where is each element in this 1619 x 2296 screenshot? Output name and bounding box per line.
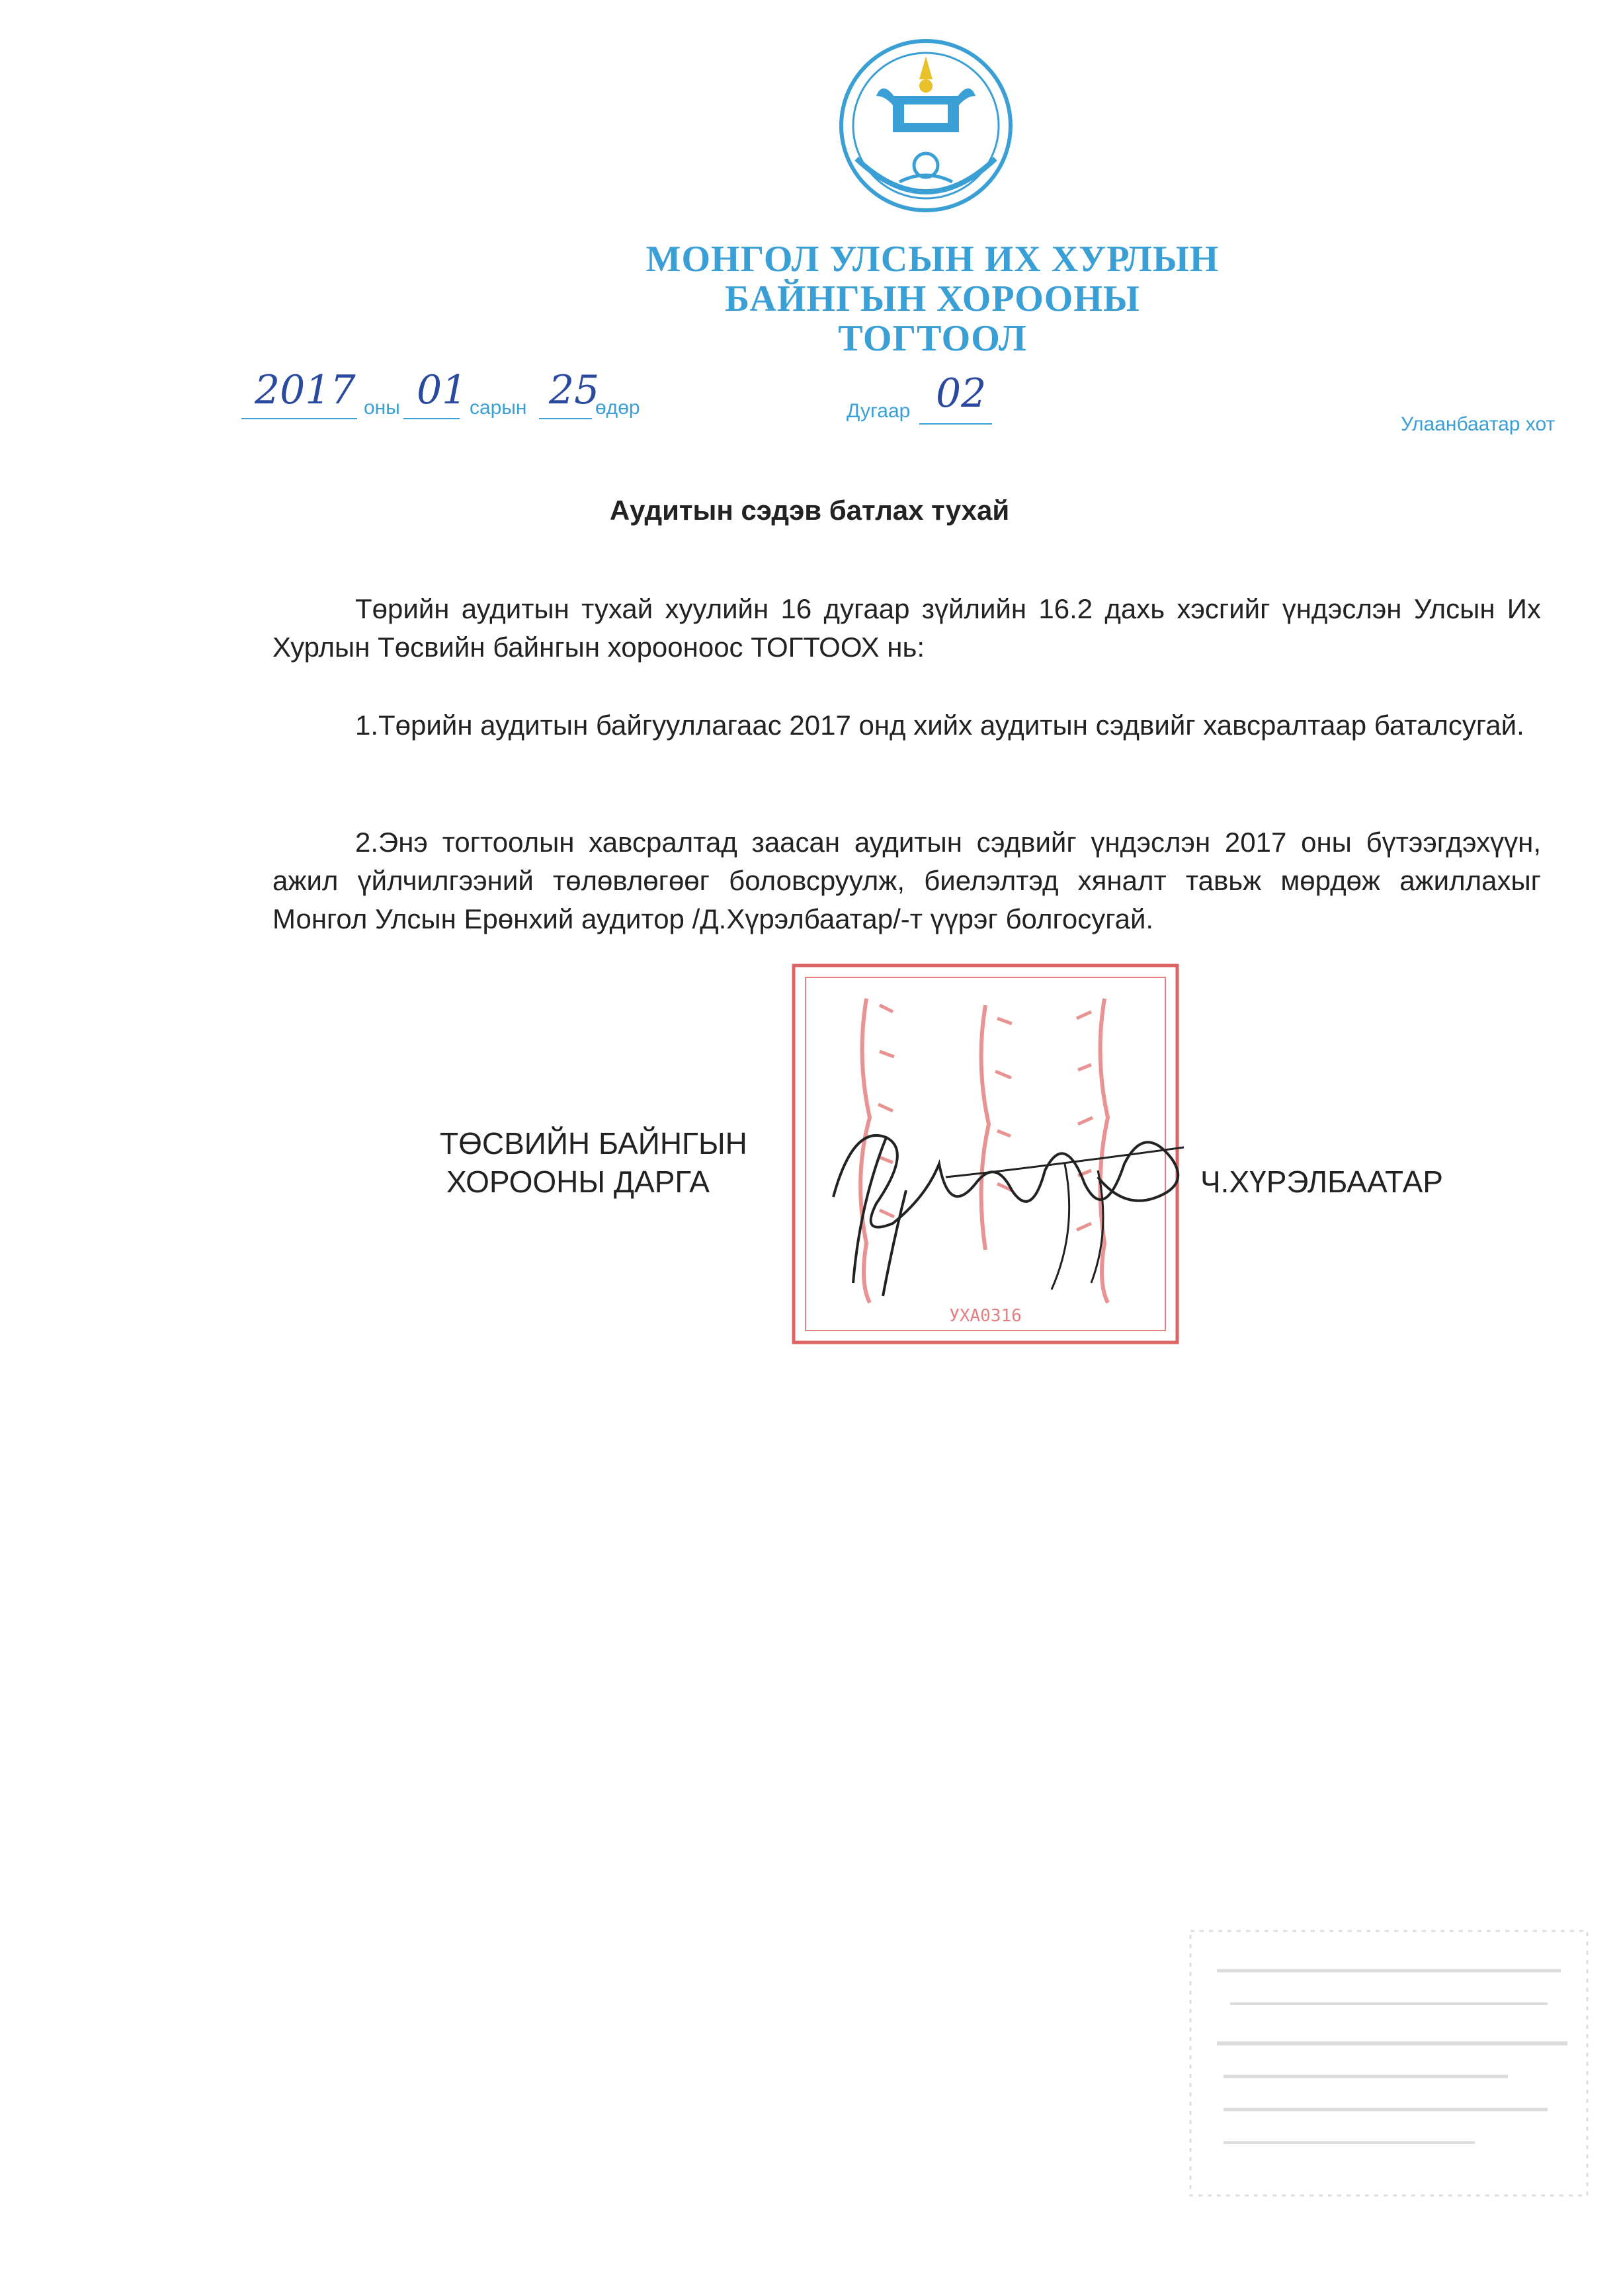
- document-number: 02: [936, 370, 987, 417]
- document-title: Аудитын сэдэв батлах тухай: [609, 495, 1010, 526]
- paragraph-preamble: Төрийн аудитын тухай хуулийн 16 дугаар зүйлийн 16.2 дахь хэсгийг үндэслэн Улсын Их Хурлын Төсвийн байнгын хорооноос ТОГТООХ нь:: [272, 593, 1541, 663]
- signer-name: Ч.ХҮРЭЛБААТАР: [1200, 1165, 1443, 1199]
- paragraph-2: 2.Энэ тогтоолын хавсралтад заасан аудитын сэдвийг үндэслэн 2017 оны бүтээгдэхүүн, ажил үйлчилгээний төлөвлөгөөг боловсруулж, биелэлтэд хяналт тавьж мөрдөж ажиллахыг Монгол Улсын Ерөнхий аудитор /Д.Хүрэлбаатар/-т үүрэг болгосугай.: [272, 827, 1541, 934]
- signer-position-line-2: ХОРООНЫ ДАРГА: [446, 1165, 710, 1199]
- signer-position-line-1: ТӨСВИЙН БАЙНГЫН: [440, 1126, 747, 1161]
- stamp-code: УХА0316: [949, 1306, 1022, 1326]
- city-label: Улаанбаатар хот: [1401, 413, 1556, 435]
- date-month: 01: [417, 367, 468, 413]
- registration-stamp: [1177, 1905, 1600, 2215]
- header-line-2: БАЙНГЫН ХОРООНЫ: [725, 278, 1140, 319]
- date-day-suffix: өдөр: [595, 397, 640, 419]
- paragraph-1: 1.Төрийн аудитын байгууллагаас 2017 онд хийх аудитын сэдвийг хавсралтаар баталсугай.: [355, 710, 1524, 741]
- date-day: 25: [549, 367, 600, 413]
- date-month-suffix: сарын: [470, 397, 527, 419]
- handwritten-signature: [813, 1085, 1210, 1303]
- number-label: Дугаар: [847, 400, 911, 422]
- state-emblem-icon: [830, 33, 1022, 225]
- date-year: 2017: [255, 367, 356, 413]
- date-year-suffix: оны: [364, 397, 400, 419]
- header-line-3: ТОГТООЛ: [838, 318, 1027, 359]
- header-line-1: МОНГОЛ УЛСЫН ИХ ХУРЛЫН: [645, 239, 1220, 280]
